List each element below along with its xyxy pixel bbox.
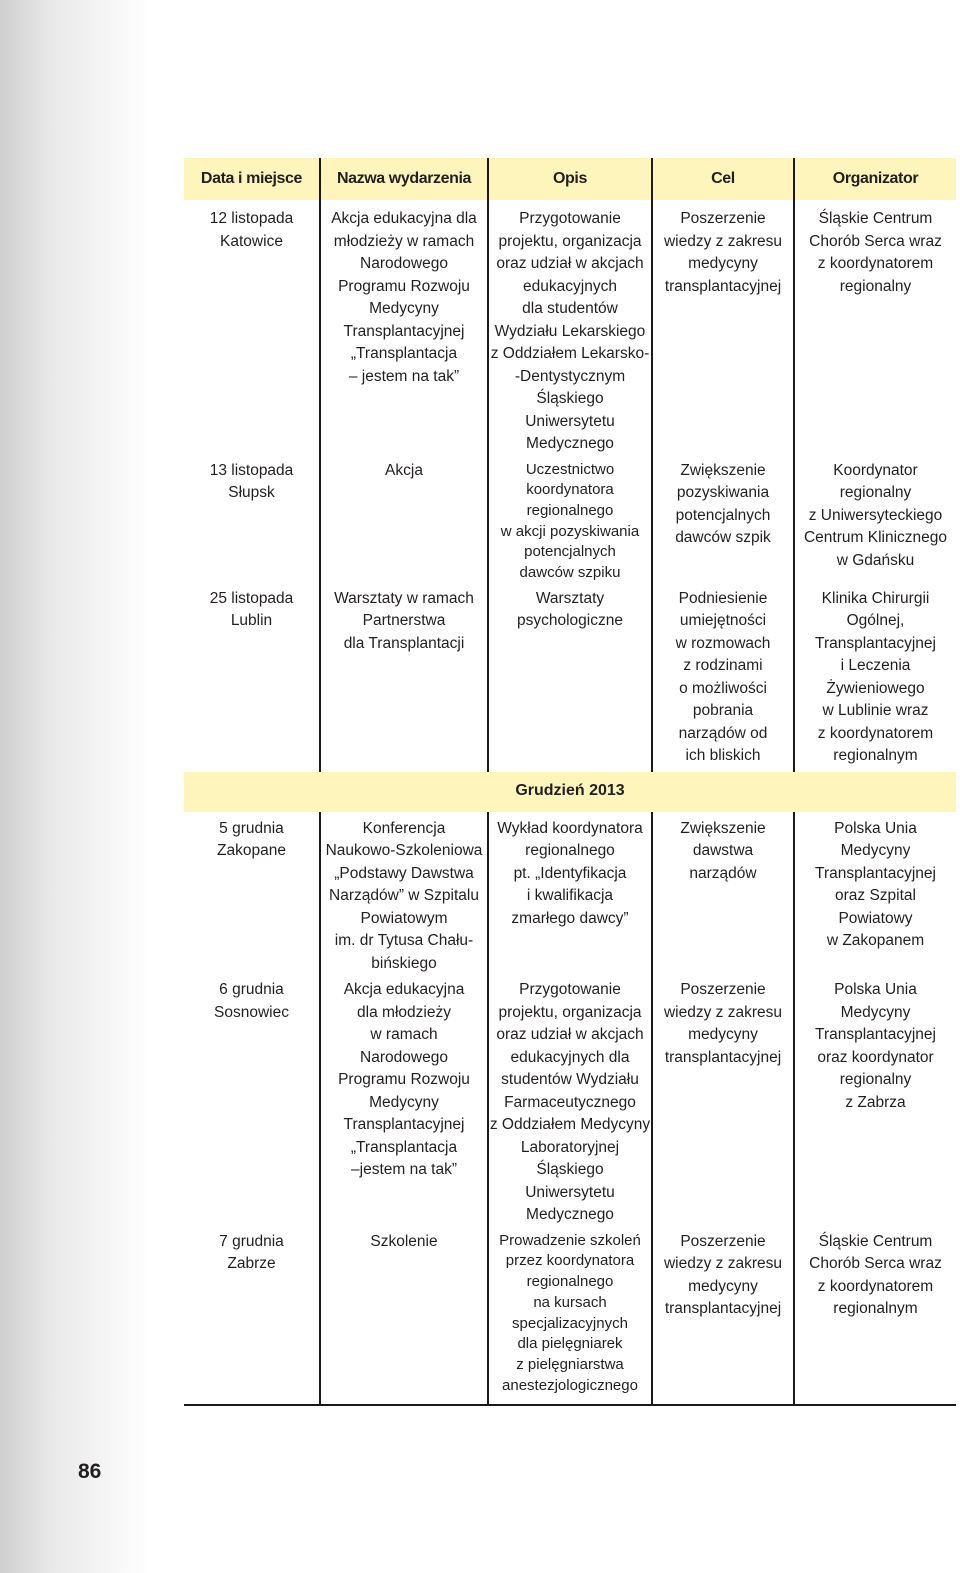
cell-date: 12 listopada Katowice [209, 210, 294, 250]
page-number: 86 [78, 1460, 102, 1483]
cell-description: Warsztaty psychologiczne [488, 588, 652, 772]
header-description: Opis [488, 158, 652, 200]
header-organizer: Organizator [794, 158, 956, 200]
cell-organizer: Śląskie Centrum Chorób Serca wraz z koordynatorem regionalnym [794, 1231, 956, 1406]
table-header-row [184, 158, 956, 200]
table-row [184, 812, 956, 980]
cell-goal: Podniesienie umiejętności w rozmowach z rodzinami o możliwości pobrania narządów od ich bliskich [652, 588, 794, 772]
table-row [184, 1231, 956, 1406]
cell-description: Prowadzenie szkoleń przez koordynatora regionalnego na kursach specjalizacyjnych dla pielęgniarek z pielęgniarstwa anestezjologicznego [488, 1231, 652, 1406]
cell-goal: Poszerzenie wiedzy z zakresu medycyny transplantacyjnej [652, 208, 794, 460]
header-goal: Cel [652, 158, 794, 200]
cell-event-name: Warsztaty w ramach Partnerstwa dla Transplantacji [320, 588, 488, 772]
cell-organizer: Polska Unia Medycyny Transplantacyjnej oraz Szpital Powiatowy w Zakopanem [794, 812, 956, 980]
cell-date: 5 grudnia Zakopane [217, 819, 286, 860]
cell-organizer: Śląskie Centrum Chorób Serca wraz z koordynatorem regionalny [794, 208, 956, 460]
cell-date: 13 listopada Słupsk [209, 461, 294, 501]
cell-goal: Poszerzenie wiedzy z zakresu medycyny transplantacyjnej [652, 1231, 794, 1406]
cell-description: Wykład koordynatora regionalnego pt. „Identyfikacja i kwalifikacja zmarłego dawcy” [488, 812, 652, 980]
header-date-place: Data i miejsce [184, 158, 320, 200]
cell-date: 6 grudnia Sosnowiec [214, 981, 289, 1021]
cell-goal: Zwiększenie dawstwa narządów [652, 812, 794, 980]
cell-event-name: Akcja edukacyjna dla młodzieży w ramach Narodowego Programu Rozwoju Medycyny Transplantacyjnej „Transplantacja –jestem na tak” [320, 979, 488, 1231]
header-event-name: Nazwa wydarzenia [320, 158, 488, 200]
cell-description: Przygotowanie projektu, organizacja oraz udział w akcjach edukacyjnych dla studentów Wydziału Farmaceutycznego z Oddziałem Medycyny Laboratoryjnej Śląskiego Uniwersytetu Medycznego [488, 979, 652, 1231]
cell-description: Przygotowanie projektu, organizacja oraz udział w akcjach edukacyjnych dla studentów Wydziału Lekarskiego z Oddziałem Lekarsko- -Dentystycznym Śląskiego Uniwersytetu Medycznego [488, 208, 652, 460]
cell-goal: Zwiększenie pozyskiwania potencjalnych dawców szpik [652, 460, 794, 588]
cell-event-name: Akcja [320, 460, 488, 588]
cell-date: 7 grudnia Zabrze [184, 1231, 320, 1406]
cell-event-name: Szkolenie [320, 1231, 488, 1406]
cell-event-name: Konferencja Naukowo-Szkoleniowa „Podstawy Dawstwa Narządów” w Szpitalu Powiatowym im. dr Tytusa Chału- bińskiego [320, 812, 488, 980]
cell-organizer: Klinika Chirurgii Ogólnej, Transplantacyjnej i Leczenia Żywieniowego w Lublinie wraz z koordynatorem regionalnym [794, 588, 956, 772]
table-row [184, 588, 956, 772]
month-label: Grudzień 2013 [184, 772, 956, 812]
cell-organizer: Koordynator regionalny z Uniwersyteckiego Centrum Klinicznego w Gdańsku [794, 460, 956, 588]
table-row [184, 979, 956, 1231]
month-divider-row [184, 772, 956, 812]
table-row [184, 460, 956, 588]
table-row [184, 208, 956, 460]
cell-event-name: Akcja edukacyjna dla młodzieży w ramach Narodowego Programu Rozwoju Medycyny Transplantacyjnej „Transplantacja – jestem na tak” [320, 208, 488, 460]
page-edge-shading [0, 0, 150, 1573]
cell-date: 25 listopada Lublin [209, 589, 294, 630]
cell-organizer: Polska Unia Medycyny Transplantacyjnej oraz koordynator regionalny z Zabrza [794, 979, 956, 1231]
spacer-row [184, 200, 956, 208]
cell-description: Uczestnictwo koordynatora regionalnego w akcji pozyskiwania potencjalnych dawców szpiku [488, 460, 652, 588]
events-table [184, 158, 956, 1406]
cell-goal: Poszerzenie wiedzy z zakresu medycyny transplantacyjnej [652, 979, 794, 1231]
